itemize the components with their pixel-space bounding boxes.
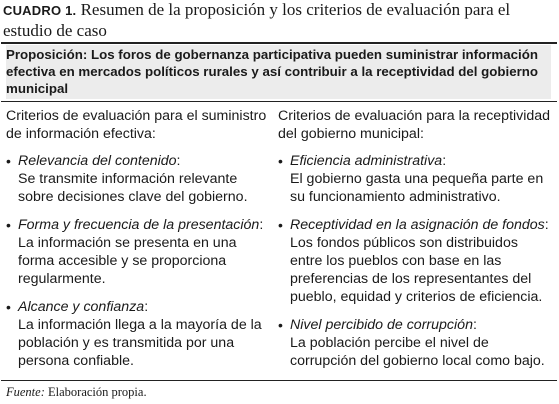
criterion-description: La población percibe el nivel de corrupción del gobierno local como bajo.: [290, 335, 545, 369]
criterion-title: Forma y frecuencia de la presentación: [18, 217, 260, 233]
criterion-item: • Forma y frecuencia de la presentación: La información se presenta en una forma accesible y se proporciona regularmente.: [6, 217, 264, 287]
bullet-icon: •: [278, 153, 283, 169]
criterion-item: • Relevancia del contenido: Se transmite información relevante sobre decisiones clave del gobierno.: [6, 153, 248, 205]
criterion-item: • Eficiencia administrativa: El gobierno gasta una pequeña parte en su funcionamiento administrativo.: [278, 153, 544, 205]
criterion-item: • Alcance y confianza: La información llega a la mayoría de la población y es transmitida por una persona confiable.: [6, 299, 262, 369]
source-text: Elaboración propia.: [48, 385, 147, 399]
criterion-title: Nivel percibido de corrupción: [290, 317, 473, 333]
header-rule: [1, 101, 557, 102]
criterion-item: • Nivel percibido de corrupción: La población percibe el nivel de corrupción del gobierno local como bajo.: [278, 317, 545, 369]
criterion-title: Alcance y confianza: [18, 299, 145, 315]
criterion-description: El gobierno gasta una pequeña parte en su funcionamiento administrativo.: [290, 171, 544, 205]
right-column-heading: Criterios de evaluación para la receptividad del gobierno municipal:: [278, 108, 551, 142]
left-column-heading: Criterios de evaluación para el suministro de información efectiva:: [6, 108, 267, 142]
bullet-icon: •: [6, 153, 11, 169]
top-rule: [1, 42, 557, 44]
proposition-header: Proposición: Los foros de gobernanza participativa pueden suministrar información efectiva en mercados políticos rurales y así contribuir a la receptividad del gobierno municipal: [6, 45, 551, 99]
bottom-rule: [1, 380, 557, 381]
criterion-description: La información llega a la mayoría de la población y es transmitida por una persona confiable.: [18, 317, 262, 369]
table-caption: [3, 0, 555, 41]
right-column: [278, 107, 552, 380]
criterion-title: Receptividad en la asignación de fondos: [290, 217, 545, 233]
criterion-description: Los fondos públicos son distribuidos entre los pueblos con base en las preferencias de los representantes del pueblo, equidad y criterios de eficiencia.: [290, 235, 543, 305]
source-label: Fuente:: [6, 385, 45, 399]
criterion-item: • Receptividad en la asignación de fondos: Los fondos públicos son distribuidos entre los pueblos con base en las preferencias de los representantes del pueblo, equidad y criterios de eficiencia.: [278, 217, 549, 305]
criterion-description: La información se presenta en una forma accesible y se proporciona regularmente.: [18, 235, 237, 287]
caption-title: Resumen de la proposición y los criterios de evaluación para el estudio de caso: [3, 0, 511, 40]
source-note: [6, 384, 147, 400]
criterion-title: Relevancia del contenido: [18, 153, 177, 169]
criterion-description: Se transmite información relevante sobre decisiones clave del gobierno.: [18, 171, 248, 205]
bullet-icon: •: [278, 317, 283, 333]
caption-label: CUADRO 1.: [3, 3, 77, 18]
bullet-icon: •: [6, 299, 11, 315]
bullet-icon: •: [6, 217, 11, 233]
left-column: [6, 107, 270, 380]
bullet-icon: •: [278, 217, 283, 233]
criterion-title: Eficiencia administrativa: [290, 153, 443, 169]
